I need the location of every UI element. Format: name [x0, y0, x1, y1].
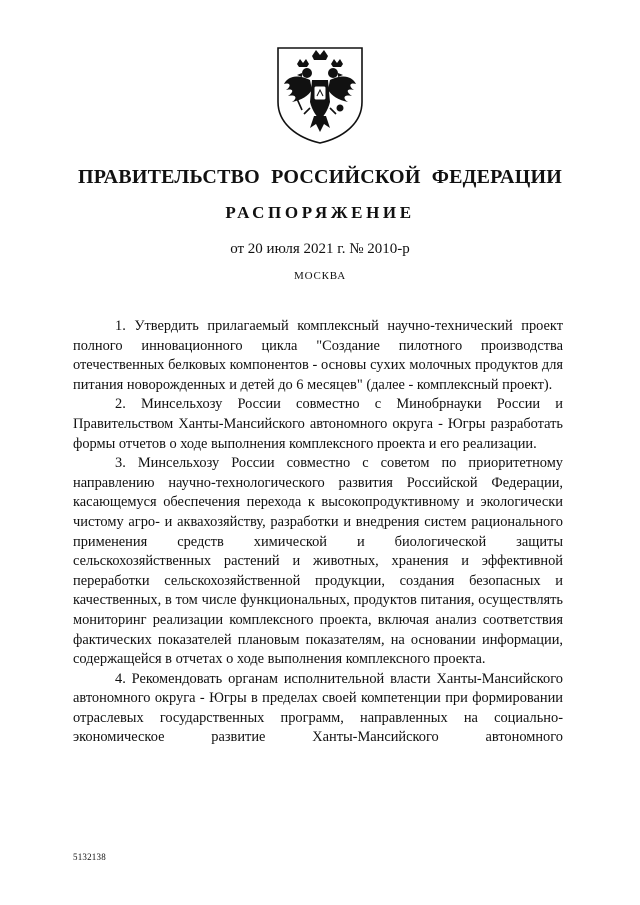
- government-title: ПРАВИТЕЛЬСТВО РОССИЙСКОЙ ФЕДЕРАЦИИ: [78, 166, 562, 188]
- document-type: РАСПОРЯЖЕНИЕ: [225, 203, 415, 222]
- document-code: 5132138: [73, 852, 106, 862]
- document-date-number: от 20 июля 2021 г. № 2010-р: [230, 241, 410, 257]
- paragraph-1: 1. Утвердить прилагаемый комплексный научно-технический проект полного инновационного цикла "Создание пилотного производства отечественных белковых компонентов - основы сухих молочных продуктов для питания новорожденных и детей до 6 месяцев" (далее - комплексный проект).: [73, 318, 563, 393]
- paragraph-2: 2. Минсельхозу России совместно с Минобрнауки России и Правительством Ханты-Мансийского автономного округа - Югры разработать формы отчетов о ходе выполнения комплексного проекта и его реализации.: [73, 396, 563, 452]
- coat-of-arms-emblem: [272, 44, 368, 146]
- document-city: МОСКВА: [294, 270, 346, 282]
- russian-coat-of-arms-icon: [272, 44, 368, 146]
- document-body: [73, 317, 563, 748]
- paragraph-3: 3. Минсельхозу России совместно с советом по приоритетному направлению научно-технологического развития Российской Федерации, касающемуся обеспечения перехода к высокопродуктивному и экологически чистому агро- и аквахозяйству, разработки и внедрения систем рационального применения средств химической и биологической защиты сельскохозяйственных растений и животных, хранения и эффективной переработки сельскохозяйственной продукции, создания безопасных и качественных, в том числе функциональных, продуктов питания, осуществлять мониторинг реализации комплексного проекта, включая анализ соответствия фактических показателей плановым показателям, на основании информации, содержащейся в отчетах о ходе выполнения комплексного проекта.: [73, 455, 563, 668]
- paragraph-4: 4. Рекомендовать органам исполнительной власти Ханты-Мансийского автономного округа - Югры в пределах своей компетенции при формировании отраслевых государственных программ, направленных на социально-экономическое развитие Ханты-Мансийского автономного: [73, 670, 563, 746]
